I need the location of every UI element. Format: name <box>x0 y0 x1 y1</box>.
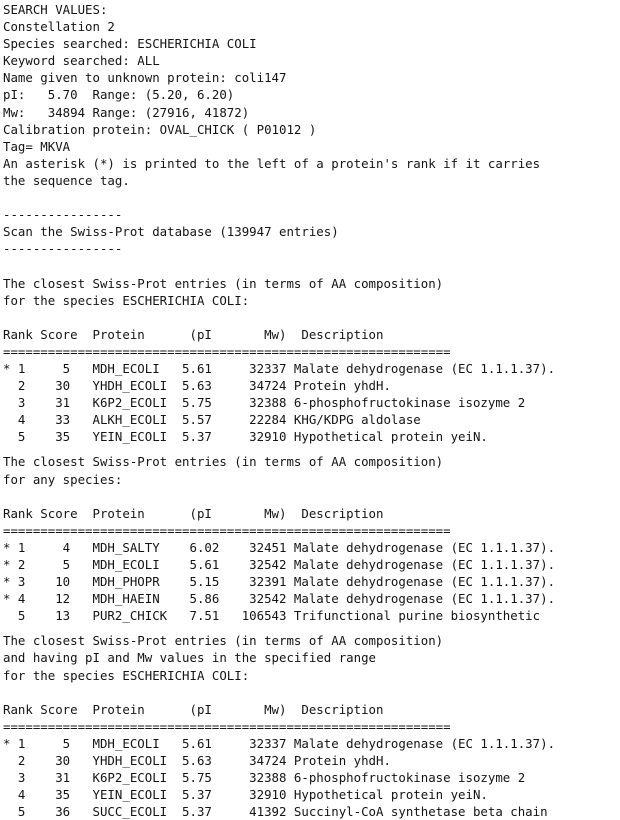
search-values-heading: SEARCH VALUES: <box>3 2 108 17</box>
table-row: * 1 5 MDH_ECOLI 5.61 32337 Malate dehydrogenase (EC 1.1.1.37). <box>3 735 556 751</box>
constellation-line: Constellation 2 <box>3 19 115 35</box>
section-intro-line: for any species: <box>3 471 123 487</box>
table-row: * 3 10 MDH_PHOPR 5.15 32391 Malate dehydrogenase (EC 1.1.1.37). <box>3 574 556 590</box>
spacer <box>3 684 620 701</box>
spacer <box>3 624 620 632</box>
scan-rule-top: ---------------- <box>3 207 123 223</box>
table-row: * 1 4 MDH_SALTY 6.02 32451 Malate dehydrogenase (EC 1.1.1.37). <box>3 539 556 555</box>
spacer <box>3 309 620 326</box>
table-row: 3 31 K6P2_ECOLI 5.75 32388 6-phosphofructokinase isozyme 2 <box>3 395 526 411</box>
table-row: * 2 5 MDH_ECOLI 5.61 32542 Malate dehydrogenase (EC 1.1.1.37). <box>3 557 556 572</box>
table-rule: ============================================================ <box>3 522 451 538</box>
scan-rule-bottom: ---------------- <box>3 241 123 257</box>
table-header: Rank Score Protein (pI Mw) Description <box>3 326 384 342</box>
spacer <box>3 189 620 206</box>
table-rule: ============================================================ <box>3 343 451 359</box>
table-row: 3 31 K6P2_ECOLI 5.75 32388 6-phosphofructokinase isozyme 2 <box>3 770 526 786</box>
table-row: 5 35 YEIN_ECOLI 5.37 32910 Hypothetical protein yeiN. <box>3 429 488 445</box>
results-section-any-species <box>3 453 620 624</box>
table-row: 4 33 ALKH_ECOLI 5.57 22284 KHG/KDPG aldolase <box>3 412 421 428</box>
scan-block <box>3 206 620 257</box>
section-intro-line: for the species ESCHERICHIA COLI: <box>3 667 250 683</box>
spacer <box>3 488 620 505</box>
table-row: * 1 5 MDH_ECOLI 5.61 32337 Malate dehydrogenase (EC 1.1.1.37). <box>3 360 556 376</box>
table-row: 5 36 SUCC_ECOLI 5.37 41392 Succinyl-CoA synthetase beta chain <box>3 804 548 820</box>
results-section-in-range <box>3 632 620 820</box>
table-row: 5 13 PUR2_CHICK 7.51 106543 Trifunctional purine biosynthetic <box>3 608 541 624</box>
section-intro-line: The closest Swiss-Prot entries (in terms of AA composition) <box>3 454 444 470</box>
calibration-protein-line: Calibration protein: OVAL_CHICK ( P01012 ) <box>3 121 317 137</box>
pi-range-line: pI: 5.70 Range: (5.20, 6.20) <box>3 87 235 103</box>
table-row: 2 30 YHDH_ECOLI 5.63 34724 Protein yhdH. <box>3 753 391 769</box>
table-row: 4 35 YEIN_ECOLI 5.37 32910 Hypothetical protein yeiN. <box>3 787 488 803</box>
section-intro-line: The closest Swiss-Prot entries (in terms of AA composition) <box>3 275 444 291</box>
scan-database-line: Scan the Swiss-Prot database (139947 entries) <box>3 224 339 240</box>
spacer <box>3 445 620 453</box>
asterisk-note-line-1: An asterisk (*) is printed to the left of a protein's rank if it carries <box>3 155 541 171</box>
tag-line: Tag= MKVA <box>3 138 71 154</box>
mw-range-line: Mw: 34894 Range: (27916, 41872) <box>3 104 250 120</box>
section-intro-line: for the species ESCHERICHIA COLI: <box>3 292 250 308</box>
table-rule: ============================================================ <box>3 718 451 734</box>
asterisk-note-line-2: the sequence tag. <box>3 172 130 188</box>
table-row: 2 30 YHDH_ECOLI 5.63 34724 Protein yhdH. <box>3 378 391 394</box>
species-searched-line: Species searched: ESCHERICHIA COLI <box>3 36 257 52</box>
results-section-species <box>3 275 620 446</box>
keyword-searched-line: Keyword searched: ALL <box>3 53 160 69</box>
table-row: * 4 12 MDH_HAEIN 5.86 32542 Malate dehydrogenase (EC 1.1.1.37). <box>3 591 556 607</box>
table-header: Rank Score Protein (pI Mw) Description <box>3 701 384 717</box>
table-header: Rank Score Protein (pI Mw) Description <box>3 505 384 521</box>
spacer <box>3 257 620 274</box>
section-intro-line: The closest Swiss-Prot entries (in terms of AA composition) <box>3 633 444 649</box>
protein-name-line: Name given to unknown protein: coli147 <box>3 70 287 86</box>
search-values-block <box>3 1 620 189</box>
section-intro-line: and having pI and Mw values in the specified range <box>3 650 376 666</box>
